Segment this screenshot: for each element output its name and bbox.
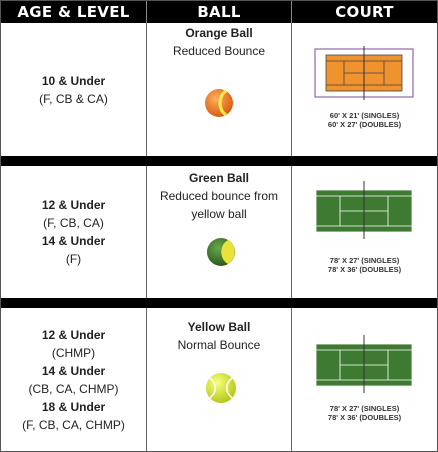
ball-description: Normal Bounce <box>177 338 261 352</box>
court-cell <box>292 23 437 156</box>
ball-name: Green Ball <box>188 171 250 185</box>
ball-cell <box>147 308 292 451</box>
table-row-yellow <box>1 308 437 451</box>
yellow-court-icon <box>314 335 414 393</box>
header-court: COURT <box>335 3 394 21</box>
table-header <box>1 1 437 23</box>
ball-name: Yellow Ball <box>187 320 251 334</box>
age-cell <box>1 166 147 298</box>
court-dims-singles: 60' X 21' (SINGLES) <box>329 111 400 120</box>
table-row-green <box>1 166 437 298</box>
court-dims-doubles: 60' X 27' (DOUBLES) <box>327 120 402 129</box>
level-list: (CHMP) <box>51 345 96 360</box>
age-group: 14 & Under <box>41 363 106 378</box>
orange-court-icon <box>314 46 414 100</box>
header-ball: BALL <box>147 1 292 23</box>
age-group: 12 & Under <box>41 327 106 342</box>
ball-description: Reduced bounce from <box>159 189 279 203</box>
court-dims-doubles: 78' X 36' (DOUBLES) <box>327 413 402 422</box>
court-dims-singles: 78' X 27' (SINGLES) <box>329 256 400 265</box>
level-list: (F) <box>65 252 82 266</box>
court-dims-singles: 78' X 27' (SINGLES) <box>329 404 400 413</box>
ball-description: yellow ball <box>191 207 247 221</box>
level-list: (F, CB & CA) <box>39 91 108 106</box>
level-list: (F, CB, CA) <box>43 216 104 230</box>
age-group: 10 & Under <box>41 73 106 88</box>
yellow-ball-icon <box>205 372 237 404</box>
row-divider <box>1 298 437 308</box>
orange-ball-icon <box>204 88 234 118</box>
header-age-level: AGE & LEVEL <box>1 1 147 23</box>
age-cell <box>1 308 147 451</box>
ball-cell <box>147 166 292 298</box>
green-ball-icon <box>206 237 236 267</box>
age-group: 14 & Under <box>41 234 106 248</box>
court-dims-doubles: 78' X 36' (DOUBLES) <box>327 265 402 274</box>
age-group: 12 & Under <box>41 198 106 212</box>
court-cell <box>292 308 437 451</box>
level-list: (CB, CA, CHMP) <box>28 381 119 396</box>
age-cell <box>1 23 147 156</box>
ball-description: Reduced Bounce <box>172 44 266 58</box>
green-court-icon <box>314 181 414 239</box>
table-row-orange <box>1 23 437 156</box>
ball-cell <box>147 23 292 156</box>
row-divider <box>1 156 437 166</box>
level-list: (F, CB, CA, CHMP) <box>22 417 125 432</box>
age-group: 18 & Under <box>41 399 106 414</box>
court-cell <box>292 166 437 298</box>
ball-name: Orange Ball <box>185 26 253 40</box>
